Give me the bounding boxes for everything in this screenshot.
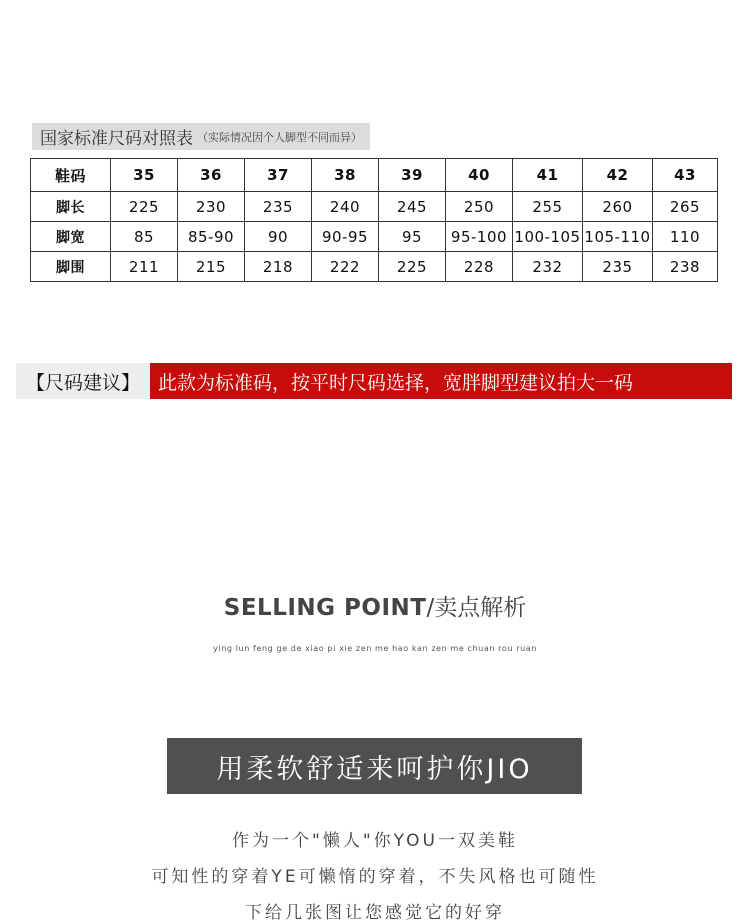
header-cell-size: 43 [653,159,718,192]
header-cell-size: 42 [583,159,653,192]
table-cell: 245 [379,192,446,222]
table-header-row [31,159,718,192]
table-cell: 225 [379,252,446,282]
table-cell: 228 [446,252,513,282]
table-cell: 238 [653,252,718,282]
table-cell: 85-90 [178,222,245,252]
size-advice-text: 此款为标准码，按平时尺码选择，宽胖脚型建议拍大一码 [150,363,732,399]
table-cell: 255 [513,192,583,222]
size-chart-note: （实际情况因个人脚型不同而异） [197,130,362,144]
size-chart-title: 国家标准尺码对照表 [40,129,193,149]
table-cell: 90-95 [312,222,379,252]
header-cell-size: 38 [312,159,379,192]
header-cell-size: 37 [245,159,312,192]
description-line-3: 下给几张图让您感觉它的好穿 [245,903,505,923]
selling-point-pinyin: ying lun feng ge de xiao pi xie zen me hao kan zen me chuan rou ruan [213,644,537,653]
comfort-banner: 用柔软舒适来呵护你JIO [167,738,582,794]
table-cell: 105-110 [583,222,653,252]
row-label: 脚长 [31,192,111,222]
header-cell-size: 39 [379,159,446,192]
size-chart-table [30,158,718,282]
description-line-2: 可知性的穿着YE可懒惰的穿着，不失风格也可随性 [151,867,599,887]
table-cell: 225 [111,192,178,222]
table-cell: 100-105 [513,222,583,252]
table-cell: 232 [513,252,583,282]
header-cell-size: 36 [178,159,245,192]
selling-point-title-cn: /卖点解析 [426,595,527,621]
header-cell-label: 鞋码 [31,159,111,192]
table-cell: 265 [653,192,718,222]
table-cell: 260 [583,192,653,222]
table-cell: 222 [312,252,379,282]
size-chart-title-box [32,123,370,150]
selling-point-title-en: SELLING POINT [223,595,427,621]
row-label: 脚围 [31,252,111,282]
table-cell: 230 [178,192,245,222]
table-cell: 235 [583,252,653,282]
table-cell: 90 [245,222,312,252]
table-cell: 235 [245,192,312,222]
header-cell-size: 41 [513,159,583,192]
table-cell: 95-100 [446,222,513,252]
header-cell-size: 35 [111,159,178,192]
description-line-1: 作为一个"懒人"你YOU一双美鞋 [232,831,518,851]
table-cell: 218 [245,252,312,282]
table-row-foot-length [31,192,718,222]
table-cell: 240 [312,192,379,222]
table-cell: 250 [446,192,513,222]
size-advice-label: 【尺码建议】 [16,363,150,399]
table-cell: 110 [653,222,718,252]
size-advice-bar [16,363,732,399]
table-cell: 95 [379,222,446,252]
table-cell: 211 [111,252,178,282]
table-cell: 215 [178,252,245,282]
table-row-foot-girth [31,252,718,282]
table-cell: 85 [111,222,178,252]
row-label: 脚宽 [31,222,111,252]
header-cell-size: 40 [446,159,513,192]
selling-point-heading [0,589,750,622]
table-row-foot-width [31,222,718,252]
